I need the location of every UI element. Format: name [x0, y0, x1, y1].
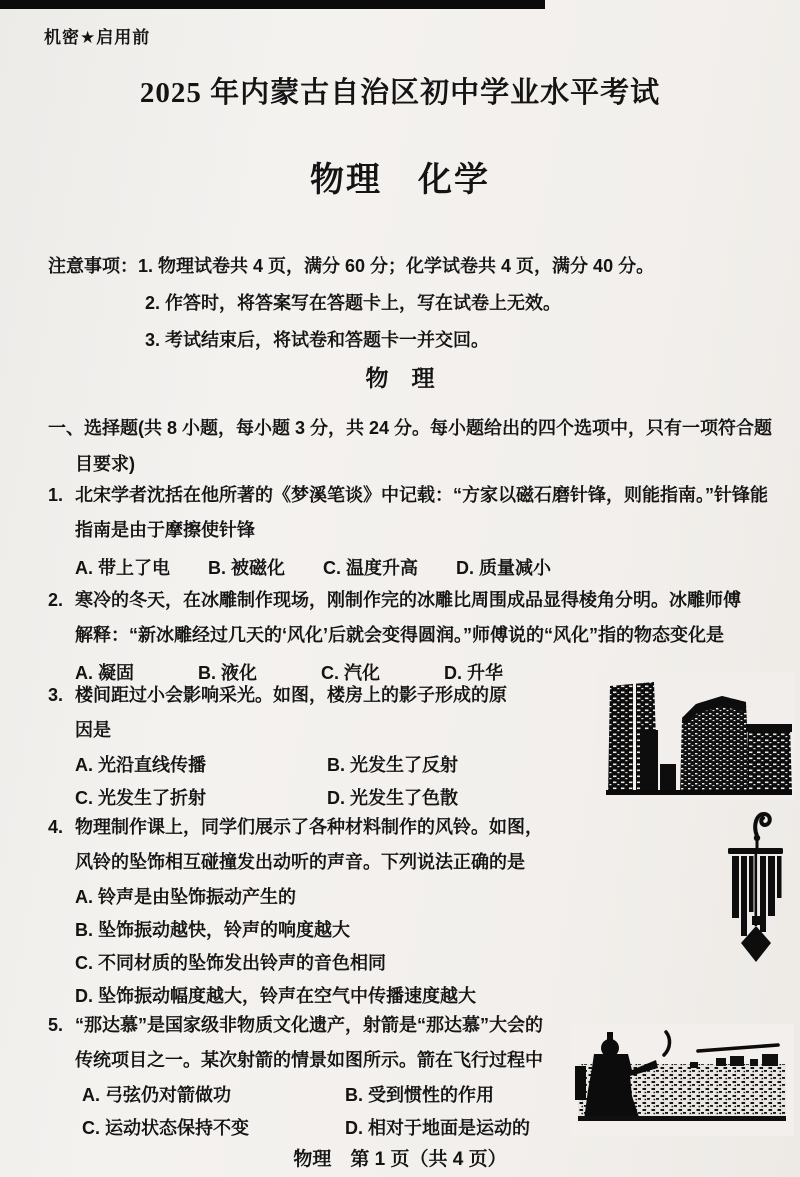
notice-line-2: 2. 作答时，将答案写在答题卡上，写在试卷上无效。 [145, 293, 562, 313]
option-4A: A. 铃声是由坠饰振动产生的 [75, 887, 296, 907]
option-3A: A. 光沿直线传播 [75, 755, 207, 775]
question-1-line-1 [48, 478, 768, 513]
option-1A: A. 带上了电 [75, 558, 171, 578]
notice-line-1 [48, 248, 654, 285]
scan-edge-strip [0, 0, 545, 9]
question-3-line-1 [48, 678, 507, 713]
question-1-options [48, 551, 768, 586]
wind-chime-photo [720, 804, 792, 976]
notice-block [48, 248, 654, 359]
option-3B: B. 光发生了反射 [327, 755, 459, 775]
question-3-line-2: 因是 [75, 720, 111, 740]
part1-heading-line2: 目要求) [75, 454, 135, 474]
notice-item-1: 1. 物理试卷共 4 页，满分 60 分；化学试卷共 4 页，满分 40 分。 [138, 256, 655, 276]
question-3-text: 楼间距过小会影响采光。如图，楼房上的影子形成的原 [75, 685, 507, 705]
option-2B: B. 液化 [198, 663, 258, 683]
city-buildings-photo [596, 672, 794, 800]
security-label: 机密★启用前 [44, 28, 151, 47]
option-5D: D. 相对于地面是运动的 [345, 1118, 531, 1138]
question-5 [48, 1008, 543, 1145]
option-5A: A. 弓弦仍对箭做功 [82, 1085, 232, 1105]
option-4C: C. 不同材质的坠饰发出铃声的音色相同 [75, 953, 386, 973]
question-1-number: 1. [48, 485, 64, 505]
option-5C: C. 运动状态保持不变 [82, 1118, 250, 1138]
option-3D: D. 光发生了色散 [327, 788, 459, 808]
question-2-line-1 [48, 583, 741, 618]
option-4B: B. 坠饰振动越快，铃声的响度越大 [75, 920, 350, 940]
part1-heading [48, 410, 772, 482]
question-5-options [48, 1079, 543, 1145]
question-4-options [48, 881, 543, 1013]
question-2-text: 寒冷的冬天，在冰雕制作现场，刚制作完的冰雕比周围成品显得棱角分明。冰雕师傅 [75, 590, 741, 610]
question-2-number: 2. [48, 590, 64, 610]
exam-title: 2025 年内蒙古自治区初中学业水平考试 [139, 77, 661, 109]
notice-line-3: 3. 考试结束后，将试卷和答题卡一并交回。 [145, 330, 490, 350]
question-4-text: 物理制作课上，同学们展示了各种材料制作的风铃。如图， [75, 817, 543, 837]
question-4 [48, 810, 543, 1013]
option-2C: C. 汽化 [321, 663, 381, 683]
page-footer: 物理 第 1 页（共 4 页） [293, 1149, 507, 1170]
question-3-number: 3. [48, 685, 64, 705]
question-4-line-1 [48, 810, 543, 845]
option-3C: C. 光发生了折射 [75, 788, 207, 808]
part1-heading-line1: 一、选择题(共 8 小题，每小题 3 分，共 24 分。每小题给出的四个选项中，只有一项符合题 [48, 418, 773, 438]
option-1C: C. 温度升高 [323, 558, 419, 578]
question-3 [48, 678, 507, 815]
option-1B: B. 被磁化 [208, 558, 286, 578]
question-5-number: 5. [48, 1015, 64, 1035]
option-2A: A. 凝固 [75, 663, 135, 683]
hook-icon [755, 814, 770, 836]
option-4D: D. 坠饰振动幅度越大，铃声在空气中传播速度越大 [75, 986, 476, 1006]
notice-label: 注意事项： [48, 256, 138, 276]
question-5-line-1 [48, 1008, 543, 1043]
question-5-line-2: 传统项目之一。某次射箭的情景如图所示。箭在飞行过程中 [75, 1050, 543, 1070]
question-1-text: 北宋学者沈括在他所著的《梦溪笔谈》中记载：“方家以磁石磨针锋，则能指南。”针锋能 [75, 485, 768, 505]
question-2-line-2: 解释：“新冰雕经过几天的‘风化’后就会变得圆润。”师傅说的“风化”指的物态变化是 [75, 625, 724, 645]
option-2D: D. 升华 [444, 663, 504, 683]
question-4-number: 4. [48, 817, 64, 837]
question-4-line-2: 风铃的坠饰相互碰撞发出动听的声音。下列说法正确的是 [75, 852, 525, 872]
question-1-line-2: 指南是由于摩擦使针锋 [75, 520, 255, 540]
exam-subjects: 物理 化学 [310, 161, 490, 199]
question-5-text: “那达慕”是国家级非物质文化遗产，射箭是“那达慕”大会的 [75, 1015, 543, 1035]
option-5B: B. 受到惯性的作用 [345, 1085, 495, 1105]
section-title-physics: 物 理 [365, 365, 435, 391]
question-3-options [48, 749, 507, 815]
question-1 [48, 478, 768, 586]
archery-photo [570, 1024, 794, 1136]
option-1D: D. 质量减小 [456, 558, 552, 578]
